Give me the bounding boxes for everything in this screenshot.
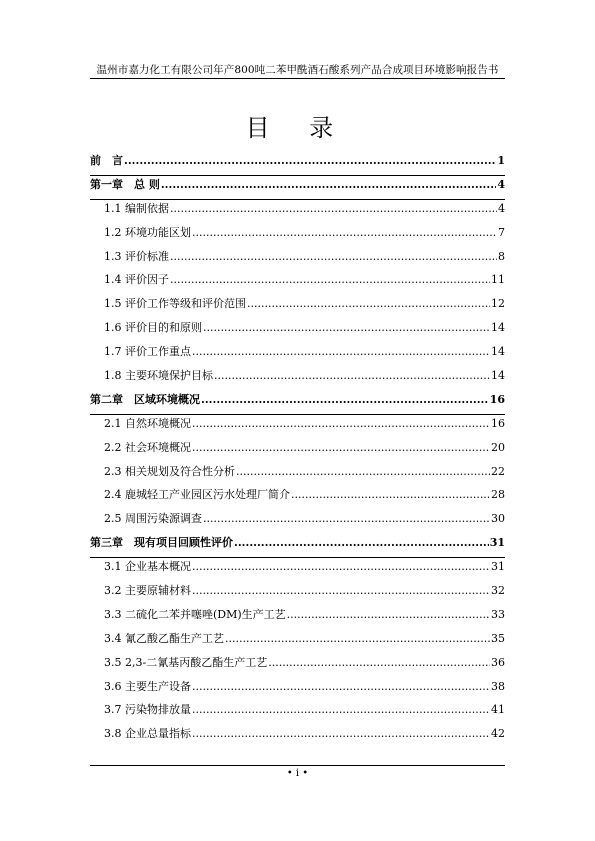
dot-leader	[203, 321, 490, 334]
toc-entry-page: 14	[491, 369, 505, 383]
dot-leader	[225, 632, 490, 645]
toc-entry-label: 1.8 主要环境保护目标	[104, 369, 213, 383]
toc-entry-label: 2.1 自然环境概况	[104, 416, 191, 430]
toc-chapter-entry[interactable]	[90, 152, 505, 176]
toc-entry-label: 3.2 主要原辅材料	[104, 584, 191, 598]
dot-leader	[287, 608, 490, 621]
toc-entry-label: 1.2 环境功能区划	[104, 225, 191, 239]
dot-leader	[192, 680, 490, 693]
toc-entry-page: 14	[491, 345, 505, 359]
toc-section-entry[interactable]	[90, 224, 505, 248]
toc-section-entry[interactable]	[90, 725, 505, 749]
toc-entry-label: 2.2 社会环境概况	[104, 440, 191, 454]
toc-section-entry[interactable]	[90, 367, 505, 391]
dot-leader	[192, 727, 490, 740]
dot-leader	[192, 584, 490, 597]
toc-entry-page: 16	[489, 392, 505, 406]
toc-section-entry[interactable]	[90, 606, 505, 630]
dot-leader	[192, 417, 490, 430]
toc-entry-label: 第一章 总 则	[90, 177, 160, 191]
toc-section-entry[interactable]	[90, 582, 505, 606]
dot-leader	[170, 202, 497, 215]
toc-section-entry[interactable]	[90, 248, 505, 272]
toc-entry-page: 38	[491, 679, 505, 693]
dot-leader	[201, 393, 489, 406]
toc-section-entry[interactable]	[90, 630, 505, 654]
toc-section-entry[interactable]	[90, 319, 505, 343]
toc-entry-page: 31	[491, 560, 505, 574]
dot-leader	[203, 512, 490, 525]
toc-entry-page: 28	[491, 488, 505, 502]
dot-leader	[170, 273, 490, 286]
toc-entry-label: 2.5 周围污染源调查	[104, 512, 202, 526]
toc-chapter-entry[interactable]	[90, 176, 505, 200]
toc-entry-label: 1.3 评价标准	[104, 249, 169, 263]
dot-leader	[161, 178, 497, 191]
dot-leader	[291, 488, 490, 501]
toc-chapter-entry[interactable]	[90, 391, 505, 415]
toc-entry-page: 7	[498, 225, 505, 239]
toc-entry-label: 第二章 区域环境概况	[90, 392, 200, 406]
toc-entry-page: 30	[491, 512, 505, 526]
toc-section-entry[interactable]	[90, 510, 505, 534]
dot-leader	[234, 536, 489, 549]
toc-entry-page: 32	[491, 584, 505, 598]
toc-entry-page: 22	[491, 464, 505, 478]
dot-leader	[214, 369, 490, 382]
header-rule	[90, 78, 505, 79]
toc-entry-label: 前 言	[90, 154, 123, 167]
toc-entry-page: 11	[491, 273, 505, 287]
toc-entry-page: 8	[498, 249, 505, 263]
toc-entry-label: 1.5 评价工作等级和评价范围	[104, 297, 246, 311]
toc-entry-page: 31	[489, 536, 505, 550]
toc-entry-label: 3.8 企业总量指标	[104, 727, 191, 741]
toc-section-entry[interactable]	[90, 295, 505, 319]
running-header: 温州市嘉力化工有限公司年产800吨二苯甲酰酒石酸系列产品合成项目环境影响报告书	[96, 64, 499, 76]
toc-section-entry[interactable]	[90, 271, 505, 295]
toc-section-entry[interactable]	[90, 463, 505, 487]
dot-leader	[192, 226, 497, 239]
toc-section-entry[interactable]	[90, 200, 505, 224]
toc-entry-label: 1.7 评价工作重点	[104, 345, 191, 359]
toc-entry-page: 33	[491, 607, 505, 621]
toc-entry-label: 1.6 评价目的和原则	[104, 321, 202, 335]
toc-entry-label: 3.6 主要生产设备	[104, 679, 191, 693]
toc-entry-page: 36	[491, 655, 505, 669]
dot-leader	[192, 560, 490, 573]
toc-entry-label: 3.4 氰乙酸乙酯生产工艺	[104, 631, 224, 645]
toc-section-entry[interactable]	[90, 486, 505, 510]
toc-section-entry[interactable]	[90, 654, 505, 678]
toc-section-entry[interactable]	[90, 439, 505, 463]
toc-section-entry[interactable]	[90, 678, 505, 702]
toc-section-entry[interactable]	[90, 343, 505, 367]
toc-chapter-entry[interactable]	[90, 534, 505, 558]
toc-entry-page: 35	[491, 631, 505, 645]
page-number: • i •	[286, 768, 309, 779]
toc-entry-label: 3.7 污染物排放量	[104, 703, 191, 717]
toc-entry-page: 4	[498, 201, 505, 215]
toc-entry-label: 3.3 二硫化二苯并噻唑(DM)生产工艺	[104, 607, 286, 621]
toc-entry-label: 1.4 评价因子	[104, 273, 169, 287]
toc-title: 目 录	[245, 114, 350, 142]
toc-entry-page: 20	[491, 440, 505, 454]
toc-entry-label: 第三章 现有项目回顾性评价	[90, 536, 233, 550]
toc-section-entry[interactable]	[90, 558, 505, 582]
dot-leader	[124, 154, 496, 167]
dot-leader	[236, 465, 490, 478]
toc-entry-page: 4	[497, 177, 505, 191]
dot-leader	[192, 703, 490, 716]
dot-leader	[247, 297, 490, 310]
table-of-contents	[90, 152, 505, 749]
dot-leader	[192, 345, 490, 358]
toc-entry-page: 1	[497, 154, 505, 167]
toc-entry-page: 41	[491, 703, 505, 717]
toc-entry-label: 1.1 编制依据	[104, 201, 169, 215]
dot-leader	[192, 441, 490, 454]
toc-section-entry[interactable]	[90, 701, 505, 725]
dot-leader	[170, 250, 497, 263]
toc-entry-page: 12	[491, 297, 505, 311]
toc-entry-label: 2.3 相关规划及符合性分析	[104, 464, 235, 478]
toc-entry-page: 16	[491, 416, 505, 430]
toc-entry-label: 2.4 鹿城轻工产业园区污水处理厂简介	[104, 488, 290, 502]
toc-entry-page: 42	[491, 727, 505, 741]
toc-entry-page: 14	[491, 321, 505, 335]
toc-entry-label: 3.1 企业基本概况	[104, 560, 191, 574]
toc-section-entry[interactable]	[90, 415, 505, 439]
footer-rule	[90, 765, 505, 766]
dot-leader	[268, 656, 490, 669]
toc-entry-label: 3.5 2,3-二氰基丙酸乙酯生产工艺	[104, 655, 268, 669]
